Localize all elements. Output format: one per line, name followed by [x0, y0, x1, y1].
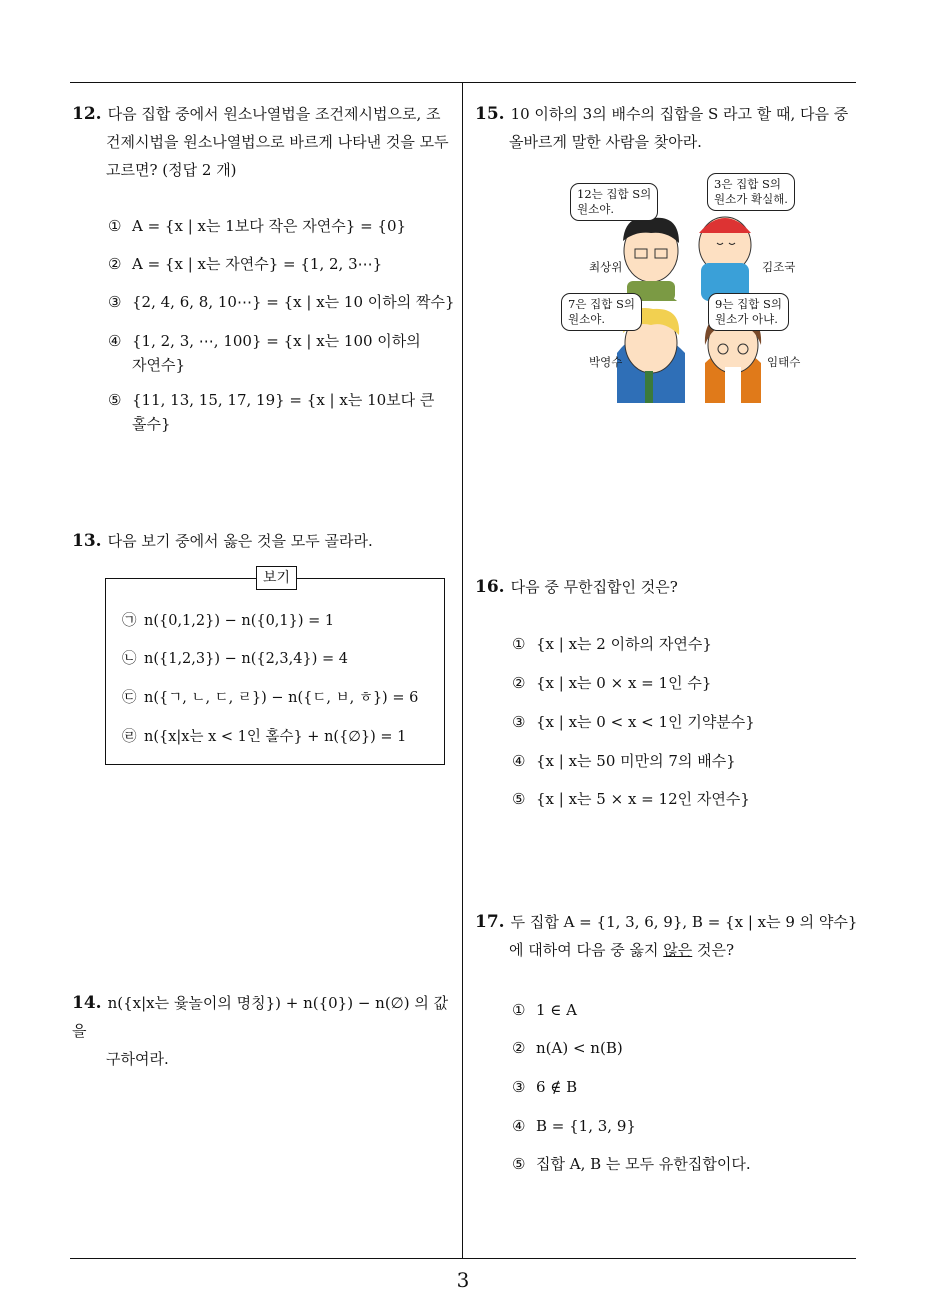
- speech-bubble: 9는 집합 S의 원소가 아냐.: [708, 293, 789, 331]
- question-number: 17.: [475, 912, 505, 932]
- option[interactable]: ⑤ {x | x는 5 × x = 12인 자연수}: [512, 790, 750, 808]
- question-17: [475, 908, 865, 964]
- option[interactable]: ② A = {x | x는 자연수} = {1, 2, 3⋯}: [108, 255, 383, 273]
- option[interactable]: ① A = {x | x는 1보다 작은 자연수} = {0}: [108, 217, 407, 235]
- page-number: 3: [456, 1268, 470, 1292]
- question-16: [475, 573, 865, 601]
- bogi-title: 보기: [256, 566, 297, 590]
- bogi-item: ㉢ n({ㄱ, ㄴ, ㄷ, ㄹ}) − n({ㄷ, ㅂ, ㅎ}) = 6: [122, 690, 419, 706]
- question-text: 다음 보기 중에서 옳은 것을 모두 골라라.: [107, 532, 373, 550]
- character-kim: [699, 217, 751, 301]
- column-divider: [462, 82, 463, 1258]
- bogi-item: ㉠ n({0,1,2}) − n({0,1}) = 1: [122, 613, 335, 629]
- option[interactable]: ② {x | x는 0 × x = 1인 수}: [512, 674, 712, 692]
- question-text: 건제시법을 원소나열법으로 바르게 나타낸 것을 모두: [106, 133, 449, 151]
- bogi-item: ㉡ n({1,2,3}) − n({2,3,4}) = 4: [122, 651, 348, 667]
- option[interactable]: ④ {1, 2, 3, ⋯, 100} = {x | x는 100 이하의 자연수}: [108, 332, 421, 374]
- question-text: 에 대하여 다음 중 옳지 않은 것은?: [509, 941, 735, 959]
- question-12: [72, 100, 457, 184]
- speech-bubble: 3은 집합 S의 원소가 확실해.: [707, 173, 795, 211]
- question-14: [72, 989, 457, 1073]
- option[interactable]: ④ {x | x는 50 미만의 7의 배수}: [512, 752, 736, 770]
- question-number: 14.: [72, 993, 102, 1013]
- speech-bubble: 7은 집합 S의 원소야.: [561, 293, 642, 331]
- question-text: 다음 집합 중에서 원소나열법을 조건제시법으로, 조: [107, 105, 441, 123]
- question-text: 10 이하의 3의 배수의 집합을 S 라고 할 때, 다음 중: [510, 105, 849, 123]
- character-choi: [623, 217, 679, 301]
- option[interactable]: ④ B = {1, 3, 9}: [512, 1117, 636, 1135]
- option[interactable]: ⑤ 집합 A, B 는 모두 유한집합이다.: [512, 1155, 751, 1173]
- option[interactable]: ① {x | x는 2 이하의 자연수}: [512, 635, 712, 653]
- option[interactable]: ③ 6 ∉ B: [512, 1078, 578, 1096]
- question-15: [475, 100, 865, 156]
- bottom-rule: [70, 1258, 856, 1259]
- question-number: 15.: [475, 104, 505, 124]
- option[interactable]: ③ {2, 4, 6, 8, 10⋯} = {x | x는 10 이하의 짝수}: [108, 293, 455, 311]
- question-text: 고르면? (정답 2 개): [106, 161, 237, 179]
- option[interactable]: ③ {x | x는 0 < x < 1인 기약분수}: [512, 713, 755, 731]
- question-text: n({x|x는 윷놀이의 명칭}) + n({0}) − n(∅) 의 값을: [72, 994, 449, 1040]
- person-name: 임태수: [767, 355, 801, 369]
- question-number: 13.: [72, 531, 102, 551]
- top-rule: [70, 82, 856, 83]
- person-name: 최상위: [589, 260, 623, 274]
- speech-bubble: 12는 집합 S의 원소야.: [570, 183, 658, 221]
- question-text: 두 집합 A = {1, 3, 6, 9}, B = {x | x는 9 의 약수}: [510, 913, 858, 931]
- question-number: 16.: [475, 577, 505, 597]
- characters-illustration: [555, 163, 815, 413]
- question-text: 구하여라.: [106, 1050, 169, 1068]
- option[interactable]: ① 1 ∈ A: [512, 1001, 578, 1019]
- bogi-item: ㉣ n({x|x는 x < 1인 홀수} + n({∅}) = 1: [122, 729, 407, 745]
- question-13: [72, 527, 457, 555]
- option[interactable]: ⑤ {11, 13, 15, 17, 19} = {x | x는 10보다 큰 홀수}: [108, 391, 435, 433]
- person-name: 박영수: [589, 355, 623, 369]
- question-text: 올바르게 말한 사람을 찾아라.: [509, 133, 702, 151]
- person-name: 김조국: [762, 260, 796, 274]
- question-text: 다음 중 무한집합인 것은?: [510, 578, 678, 596]
- question-number: 12.: [72, 104, 102, 124]
- option[interactable]: ② n(A) < n(B): [512, 1039, 623, 1057]
